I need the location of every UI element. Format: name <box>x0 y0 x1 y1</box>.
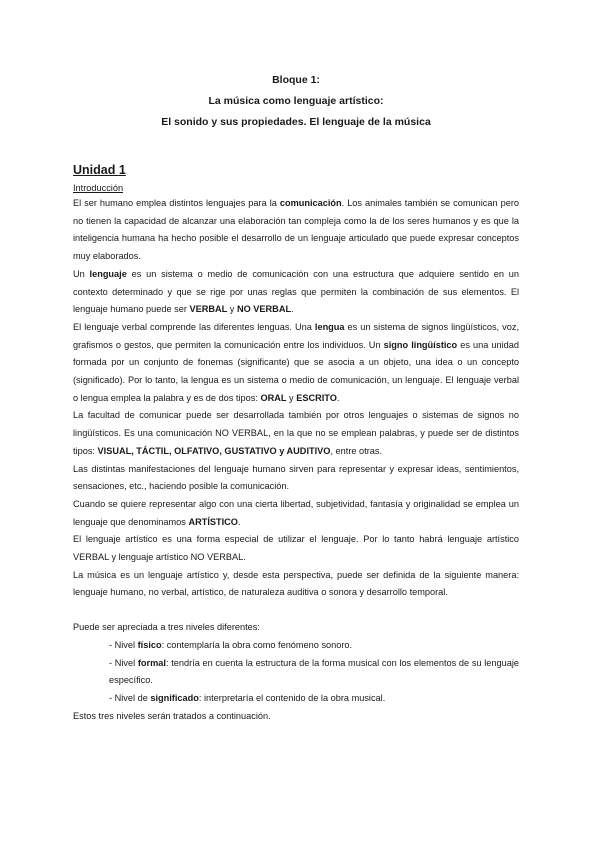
document-page <box>73 70 519 725</box>
paragraph-5: Las distintas manifestaciones del lenguaje humano sirven para representar y expresar ideas, sentimientos, sensaciones, etc., haciendo posible la comunicación. <box>73 463 519 492</box>
section-label: Introducción <box>73 183 124 193</box>
paragraph-7: El lenguaje artístico es una forma especial de utilizar el lenguaje. Por lo tanto habrá lenguaje artístico VERBAL y lenguaje artístico NO VERBAL. <box>73 534 519 563</box>
paragraph-9: Puede ser apreciada a tres niveles diferentes: <box>73 622 260 633</box>
paragraph-4: La facultad de comunicar puede ser desarrollada también por otros lenguajes o sistemas de signos no lingüísticos. Es una comunicación NO VERBAL, en la que no se emplean palabras, y puede ser de distintos tipos: VISUAL, TÁCTIL, OLFATIVO, GUSTATIVO y AUDITIVO, entre otras. <box>73 410 519 456</box>
block-subtitle: La música como lenguaje artístico: <box>208 95 384 107</box>
document-heading <box>73 70 519 133</box>
spacer <box>73 602 519 619</box>
paragraph-2: Un lenguaje es un sistema o medio de comunicación con una estructura que adquiere sentido en un contexto determinado y que se rige por unas reglas que permiten la combinación de sus elementos. El lenguaje humano puede ser VERBAL y NO VERBAL. <box>73 268 519 315</box>
paragraph-8: La música es un lenguaje artístico y, desde esta perspectiva, puede ser definida de la siguiente manera: lenguaje humano, no verbal, artístico, de naturaleza auditiva o sonora y desarrollo temporal. <box>73 569 519 598</box>
level-item-physical: - Nivel físico: contemplaría la obra como fenómeno sonoro. <box>109 639 353 650</box>
closing-paragraph: Estos tres niveles serán tratados a continuación. <box>73 710 271 721</box>
unit-title: Unidad 1 <box>73 163 126 177</box>
block-topic: El sonido y sus propiedades. El lenguaje de la música <box>161 116 431 128</box>
paragraph-1: El ser humano emplea distintos lenguajes para la comunicación. Los animales también se comunican pero no tienen la capacidad de alcanzar una elaboración tan compleja como la de los seres humanos y es que la inteligencia humana ha hecho posible el desarrollo de un lenguaje articulado que puede expresar conceptos muy elaborados. <box>73 198 519 262</box>
block-title: Bloque 1: <box>272 74 320 86</box>
level-item-meaning: - Nivel de significado: interpretaría el contenido de la obra musical. <box>109 692 386 703</box>
paragraph-6: Cuando se quiere representar algo con una cierta libertad, subjetividad, fantasía y originalidad se emplea un lenguaje que denominamos ARTÍSTICO. <box>73 498 519 527</box>
level-item-formal: - Nivel formal: tendría en cuenta la estructura de la forma musical con los elementos de su lenguaje específico. <box>109 657 519 686</box>
paragraph-3: El lenguaje verbal comprende las diferentes lenguas. Una lengua es un sistema de signos lingüísticos, voz, grafismos o gestos, que permiten la comunicación entre los individuos. Un signo lingüístico es una unidad formada por un conjunto de fonemas (significante) que se asocia a un objeto, una idea o un concepto (significado). Por lo tanto, la lengua es un sistema o medio de comunicación, un lenguaje. El lenguaje verbal o lengua emplea la palabra y es de dos tipos: ORAL y ESCRITO. <box>73 321 520 403</box>
